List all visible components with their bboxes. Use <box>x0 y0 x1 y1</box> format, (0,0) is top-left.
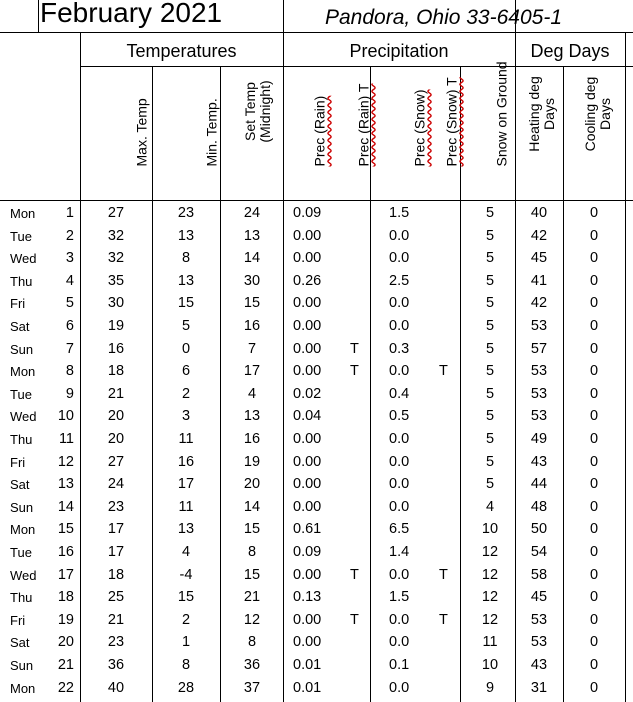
cell-min: 28 <box>177 679 195 696</box>
cell-set: 36 <box>243 657 261 673</box>
cell-day: 18 <box>57 589 74 606</box>
cell-set: 16 <box>243 318 261 334</box>
col-header-min-temp: Min. Temp. <box>203 98 220 167</box>
cell-ground: 5 <box>485 250 495 267</box>
cell-heat: 43 <box>530 657 548 673</box>
cell-heat: 42 <box>530 295 548 312</box>
cell-heat: 41 <box>530 272 548 289</box>
cell-day: 6 <box>65 318 74 334</box>
cell-snow: 0.0 <box>389 566 410 583</box>
cell-set: 15 <box>243 295 261 312</box>
cell-min: 5 <box>181 318 191 334</box>
cell-rain: 0.00 <box>293 295 322 312</box>
cell-set: 13 <box>243 408 261 425</box>
cell-min: 11 <box>178 498 194 515</box>
cell-heat: 48 <box>530 498 548 515</box>
cell-ground: 12 <box>481 544 499 560</box>
cell-day: 14 <box>57 498 74 515</box>
cell-rain: 0.00 <box>293 566 322 583</box>
table-row <box>0 541 633 564</box>
cell-max: 32 <box>107 250 125 267</box>
cell-heat: 43 <box>530 453 548 470</box>
cell-min: 6 <box>181 363 191 380</box>
cell-day: 17 <box>57 566 74 583</box>
cell-day: 9 <box>65 385 74 402</box>
cell-rain: 0.61 <box>293 521 322 538</box>
cell-heat: 54 <box>530 544 548 560</box>
table-row <box>0 564 633 587</box>
cell-cool: 0 <box>589 611 599 628</box>
cell-cool: 0 <box>589 476 599 493</box>
cell-dow: Sat <box>10 477 30 493</box>
cell-rain: 0.09 <box>293 544 322 560</box>
table-row <box>0 677 633 700</box>
cell-max: 23 <box>107 498 125 515</box>
cell-min: 17 <box>177 476 195 493</box>
cell-cool: 0 <box>589 679 599 696</box>
cell-snow-t: T <box>439 363 448 380</box>
cell-rain: 0.02 <box>293 385 322 402</box>
cell-cool: 0 <box>589 385 599 402</box>
cell-dow: Wed <box>10 409 37 425</box>
cell-rain: 0.00 <box>293 476 322 493</box>
cell-dow: Thu <box>10 590 33 606</box>
cell-min: 2 <box>181 385 191 402</box>
cell-rain: 0.13 <box>293 589 322 606</box>
cell-day: 4 <box>65 272 74 289</box>
cell-ground: 12 <box>481 566 499 583</box>
cell-heat: 42 <box>530 227 548 244</box>
cell-ground: 4 <box>485 498 495 515</box>
cell-max: 27 <box>107 453 125 470</box>
cell-snow: 0.4 <box>389 385 410 402</box>
cell-min: 13 <box>177 521 195 538</box>
cell-dow: Mon <box>10 522 36 538</box>
cell-dow: Mon <box>10 364 36 380</box>
cell-rain: 0.00 <box>293 498 322 515</box>
cell-snow: 0.0 <box>389 453 410 470</box>
cell-set: 17 <box>243 363 261 380</box>
col-header-snow-on-ground: Snow on Ground <box>493 61 510 167</box>
cell-max: 20 <box>107 431 125 447</box>
cell-cool: 0 <box>589 363 599 380</box>
cell-set: 19 <box>243 453 261 470</box>
cell-max: 35 <box>107 272 125 289</box>
cell-snow: 0.3 <box>389 340 410 357</box>
cell-snow: 0.0 <box>389 476 410 493</box>
cell-min: 0 <box>181 340 191 357</box>
cell-min: 8 <box>181 250 191 267</box>
cell-set: 12 <box>243 611 261 628</box>
cell-max: 18 <box>107 566 125 583</box>
cell-cool: 0 <box>589 566 599 583</box>
cell-cool: 0 <box>589 453 599 470</box>
cell-set: 13 <box>243 227 261 244</box>
cell-rain: 0.00 <box>293 340 322 357</box>
cell-heat: 44 <box>530 476 548 493</box>
cell-rain-t: T <box>350 566 359 583</box>
cell-ground: 10 <box>481 521 499 538</box>
cell-dow: Thu <box>10 432 33 447</box>
cell-dow: Sat <box>10 319 30 334</box>
cell-dow: Sun <box>10 341 34 357</box>
table-row <box>0 360 633 383</box>
cell-heat: 53 <box>530 318 548 334</box>
cell-dow: Mon <box>10 680 36 696</box>
cell-rain-t: T <box>350 611 359 628</box>
cell-rain: 0.00 <box>293 250 322 267</box>
cell-heat: 49 <box>530 431 548 447</box>
cell-snow: 2.5 <box>389 272 410 289</box>
cell-rain: 0.09 <box>293 205 322 221</box>
cell-ground: 5 <box>485 318 495 334</box>
cell-dow: Fri <box>10 612 26 628</box>
cell-heat: 53 <box>530 363 548 380</box>
cell-heat: 53 <box>530 634 548 651</box>
cell-day: 19 <box>57 611 74 628</box>
cell-rain: 0.00 <box>293 611 322 628</box>
cell-snow: 1.5 <box>389 589 410 606</box>
cell-dow: Tue <box>10 545 32 560</box>
group-temperatures: Temperatures <box>126 41 237 61</box>
cell-ground: 10 <box>481 657 499 673</box>
table-row <box>0 225 633 248</box>
cell-rain: 0.01 <box>293 657 322 673</box>
cell-cool: 0 <box>589 205 599 221</box>
cell-snow: 0.5 <box>389 408 410 425</box>
cell-rain: 0.00 <box>293 227 322 244</box>
cell-ground: 5 <box>485 453 495 470</box>
cell-heat: 31 <box>530 679 548 696</box>
col-header-prec-snow-t: Prec (Snow) T <box>443 77 460 167</box>
cell-heat: 40 <box>530 205 548 221</box>
cell-heat: 58 <box>530 566 548 583</box>
cell-rain: 0.00 <box>293 634 322 651</box>
cell-max: 23 <box>107 634 125 651</box>
cell-min: 11 <box>178 431 194 447</box>
cell-cool: 0 <box>589 589 599 606</box>
cell-set: 30 <box>243 272 261 289</box>
cell-max: 24 <box>107 476 125 493</box>
table-row <box>0 496 633 519</box>
cell-set: 8 <box>247 634 257 651</box>
cell-day: 1 <box>65 205 74 221</box>
cell-max: 20 <box>107 408 125 425</box>
table-row <box>0 202 633 225</box>
cell-rain: 0.00 <box>293 431 322 447</box>
table-row <box>0 270 633 293</box>
cell-rain: 0.26 <box>293 272 322 289</box>
cell-day: 3 <box>65 250 74 267</box>
cell-set: 16 <box>243 431 261 447</box>
cell-dow: Thu <box>10 273 33 289</box>
cell-ground: 11 <box>482 634 498 651</box>
table-row <box>0 292 633 315</box>
col-header-heating-deg-days: Heating deg Days <box>526 76 557 152</box>
cell-day: 12 <box>57 453 74 470</box>
cell-day: 21 <box>57 657 74 673</box>
cell-rain: 0.00 <box>293 453 322 470</box>
cell-set: 14 <box>243 250 261 267</box>
col-header-prec-rain: Prec (Rain) <box>311 95 328 167</box>
cell-set: 15 <box>243 521 261 538</box>
cell-day: 8 <box>65 363 74 380</box>
cell-snow: 0.0 <box>389 498 410 515</box>
table-row <box>0 518 633 541</box>
cell-rain-t: T <box>350 363 359 380</box>
cell-max: 21 <box>107 611 125 628</box>
cell-ground: 5 <box>485 205 495 221</box>
cell-day: 5 <box>65 295 74 312</box>
cell-snow: 1.5 <box>389 205 410 221</box>
cell-max: 17 <box>107 521 125 538</box>
cell-ground: 5 <box>485 295 495 312</box>
col-header-set-temp: Set Temp (Midnight) <box>242 80 273 143</box>
cell-day: 2 <box>65 227 74 244</box>
cell-min: 23 <box>177 205 195 221</box>
cell-set: 8 <box>247 544 257 560</box>
cell-min: 16 <box>177 453 195 470</box>
cell-rain: 0.00 <box>293 318 322 334</box>
cell-set: 15 <box>243 566 261 583</box>
cell-ground: 5 <box>485 340 495 357</box>
cell-cool: 0 <box>589 544 599 560</box>
cell-dow: Sun <box>10 658 34 673</box>
table-row <box>0 586 633 609</box>
cell-day: 20 <box>57 634 74 651</box>
cell-heat: 57 <box>530 340 548 357</box>
cell-max: 16 <box>107 340 125 357</box>
cell-heat: 45 <box>530 250 548 267</box>
cell-cool: 0 <box>589 272 599 289</box>
cell-min: 2 <box>181 611 191 628</box>
cell-max: 21 <box>107 385 125 402</box>
cell-dow: Wed <box>10 567 37 583</box>
cell-ground: 5 <box>485 476 495 493</box>
cell-min: 15 <box>177 589 195 606</box>
col-header-max-temp: Max. Temp <box>133 98 150 167</box>
location-title: Pandora, Ohio 33-6405-1 <box>325 6 562 29</box>
cell-day: 7 <box>65 340 74 357</box>
cell-heat: 53 <box>530 385 548 402</box>
cell-min: 3 <box>181 408 191 425</box>
cell-cool: 0 <box>589 408 599 425</box>
cell-cool: 0 <box>589 431 599 447</box>
cell-cool: 0 <box>589 634 599 651</box>
cell-snow: 6.5 <box>389 521 410 538</box>
cell-heat: 53 <box>530 408 548 425</box>
cell-ground: 5 <box>485 363 495 380</box>
group-deg-days: Deg Days <box>530 41 610 61</box>
col-header-cooling-deg-days: Cooling deg Days <box>582 76 613 152</box>
cell-dow: Sat <box>10 635 30 651</box>
cell-set: 14 <box>243 498 261 515</box>
col-header-prec-snow: Prec (Snow) <box>411 89 428 167</box>
cell-snow: 0.0 <box>389 679 410 696</box>
cell-day: 16 <box>57 544 74 560</box>
cell-set: 21 <box>243 589 261 606</box>
col-header-prec-rain-t: Prec (Rain) T <box>355 83 372 167</box>
month-title: February 2021 <box>40 0 223 28</box>
cell-snow: 0.0 <box>389 227 410 244</box>
cell-ground: 5 <box>485 272 495 289</box>
cell-snow-t: T <box>439 611 448 628</box>
cell-set: 7 <box>247 340 257 357</box>
cell-min: 13 <box>177 227 195 244</box>
cell-dow: Sun <box>10 499 34 515</box>
cell-cool: 0 <box>589 227 599 244</box>
cell-snow: 1.4 <box>389 544 410 560</box>
table-row <box>0 428 633 451</box>
cell-set: 24 <box>243 205 261 221</box>
table-row <box>0 451 633 474</box>
table-row <box>0 609 633 632</box>
cell-day: 11 <box>58 431 74 447</box>
cell-dow: Fri <box>10 296 26 312</box>
cell-snow: 0.0 <box>389 250 410 267</box>
cell-cool: 0 <box>589 295 599 312</box>
cell-day: 13 <box>57 476 74 493</box>
cell-snow: 0.0 <box>389 634 410 651</box>
cell-max: 17 <box>107 544 125 560</box>
cell-dow: Tue <box>10 228 32 244</box>
table-row <box>0 631 633 654</box>
cell-max: 27 <box>107 205 125 221</box>
table-row <box>0 654 633 677</box>
cell-day: 10 <box>57 408 74 425</box>
cell-snow-t: T <box>439 566 448 583</box>
cell-ground: 9 <box>485 679 495 696</box>
cell-dow: Fri <box>10 454 26 470</box>
table-row <box>0 383 633 406</box>
cell-heat: 50 <box>530 521 548 538</box>
cell-set: 20 <box>243 476 261 493</box>
cell-heat: 45 <box>530 589 548 606</box>
cell-max: 18 <box>107 363 125 380</box>
cell-set: 37 <box>243 679 261 696</box>
cell-cool: 0 <box>589 340 599 357</box>
cell-max: 32 <box>107 227 125 244</box>
table-row <box>0 473 633 496</box>
cell-min: 8 <box>181 657 191 673</box>
cell-day: 22 <box>57 679 74 696</box>
table-row <box>0 247 633 270</box>
cell-snow: 0.1 <box>389 657 410 673</box>
cell-set: 4 <box>247 385 257 402</box>
cell-cool: 0 <box>589 521 599 538</box>
cell-min: 1 <box>181 634 191 651</box>
cell-day: 15 <box>57 521 74 538</box>
cell-ground: 5 <box>485 408 495 425</box>
table-row <box>0 338 633 361</box>
table-row <box>0 315 633 338</box>
cell-snow: 0.0 <box>389 611 410 628</box>
cell-rain: 0.01 <box>293 679 322 696</box>
group-precipitation: Precipitation <box>349 41 449 61</box>
cell-cool: 0 <box>589 657 599 673</box>
cell-min: 4 <box>181 544 191 560</box>
cell-dow: Tue <box>10 386 32 402</box>
cell-max: 30 <box>107 295 125 312</box>
cell-min: 13 <box>177 272 195 289</box>
cell-rain: 0.00 <box>293 363 322 380</box>
cell-ground: 12 <box>481 611 499 628</box>
cell-min: -4 <box>179 566 193 583</box>
cell-rain: 0.04 <box>293 408 322 425</box>
cell-ground: 5 <box>485 431 495 447</box>
cell-snow: 0.0 <box>389 318 410 334</box>
cell-ground: 5 <box>485 385 495 402</box>
table-row <box>0 405 633 428</box>
cell-ground: 5 <box>485 227 495 244</box>
cell-cool: 0 <box>589 318 599 334</box>
cell-ground: 12 <box>481 589 499 606</box>
cell-snow: 0.0 <box>389 431 410 447</box>
cell-heat: 53 <box>530 611 548 628</box>
cell-max: 40 <box>107 679 125 696</box>
cell-min: 15 <box>177 295 195 312</box>
cell-dow: Mon <box>10 206 36 221</box>
cell-max: 36 <box>107 657 125 673</box>
cell-dow: Wed <box>10 251 37 267</box>
cell-snow: 0.0 <box>389 363 410 380</box>
cell-cool: 0 <box>589 250 599 267</box>
cell-cool: 0 <box>589 498 599 515</box>
cell-rain-t: T <box>350 340 359 357</box>
cell-max: 25 <box>107 589 125 606</box>
cell-snow: 0.0 <box>389 295 410 312</box>
cell-max: 19 <box>107 318 125 334</box>
